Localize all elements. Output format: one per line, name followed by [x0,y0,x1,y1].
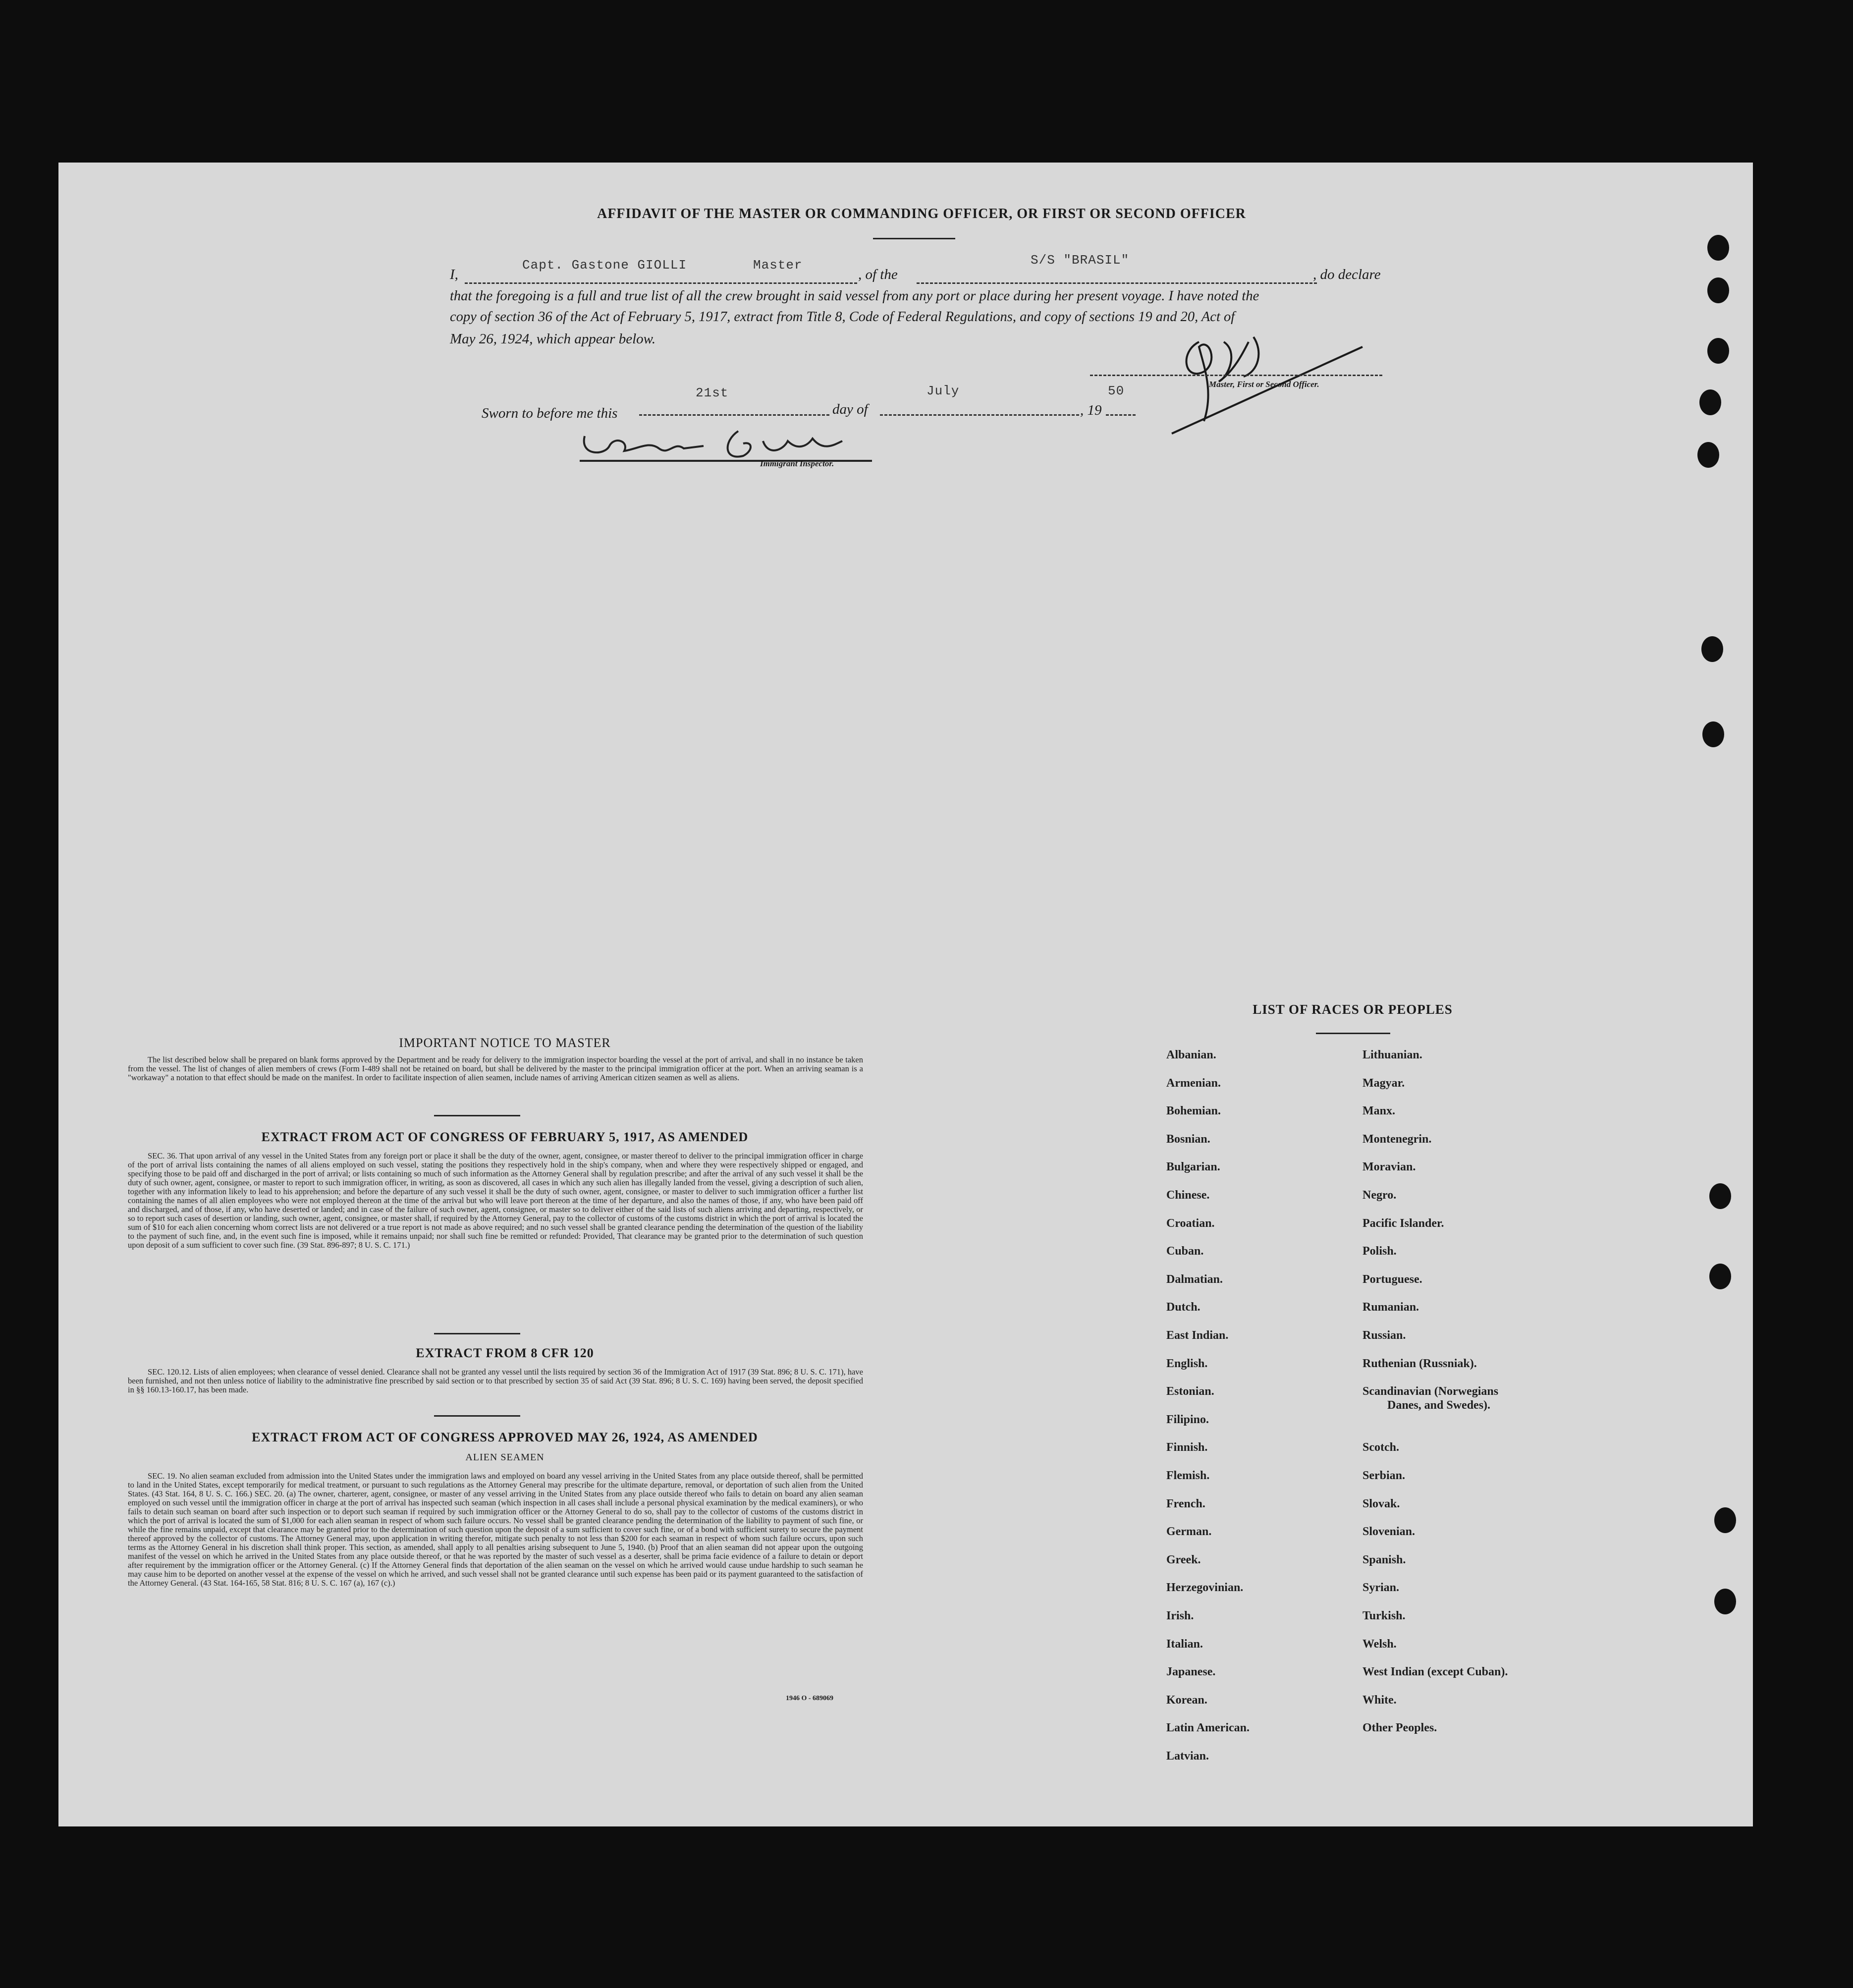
races-title: LIST OF RACES OR PEOPLES [1253,1002,1453,1017]
punch-hole [1699,389,1721,415]
race-item: Dalmatian. [1166,1272,1223,1286]
inspector-signature [575,421,882,466]
race-item: Turkish. [1362,1609,1406,1622]
race-item: Estonian. [1166,1385,1214,1398]
race-item: Latvian. [1166,1750,1209,1763]
race-item: Japanese. [1166,1665,1216,1679]
races-underline [1316,1033,1390,1034]
master-name-typed: Capt. Gastone GIOLLI [522,258,687,273]
race-item: Croatian. [1166,1216,1215,1230]
punch-hole [1707,338,1729,364]
punch-hole [1697,442,1719,468]
extract-1924-body: SEC. 19. No alien seaman excluded from admission into the United States under the immigration laws and employed on board any vessel arriving in the United States from any place outside thereof, shall be permitted to land in the United States, except temporarily for medical treatment, or pursuant to such regulations as the Attorney General may prescribe for the ultimate departure, removal, or deportation of such alien from the United States. (43 Stat. 164, 8 U. S. C. 166.) SEC. 20. (a) The owner, charterer, agent, consignee, or master of any vessel arriving in the United States from any place outside thereof who fails to detain on board any alien seaman employed on such vessel until the immigration officer in charge at the port of arrival has inspected such seaman (which inspection in all cases shall include a personal physical examination by the medical examiners), or who fails to detain such seaman on board after such inspection or to deport such seaman if required by such immigration officer or the Attorney General to do so, shall pay to the collector of customs of the customs district in which the port of arrival is located the sum of $1,000 for each alien seaman in respect of whom such failure occurs. No vessel shall be granted clearance pending the determination of the liability to payment of such fine, or while the fine remains unpaid, except that clearance may be granted prior to the determination of such question upon the deposit of a sum sufficient to cover such fine, or of a bond with sufficient surety to secure the payment thereof approved by the collector of customs. The Attorney General may, upon application in writing therefor, mitigate such penalty to not less than $200 for each seaman in respect of whom such failure occurs, upon such terms as the Attorney General in his discretion shall think proper. This section, as amended, shall apply to all penalties arising subsequent to June 5, 1940. (b) Proof that an alien seaman did not appear upon the outgoing manifest of the vessel on which he arrived in the United States from any place outside thereof, or that he was reported by the master of such vessel as a deserter, shall be prima facie evidence of a failure to detain or deport after requirement by the immigration officer or the Attorney General. (c) If the Attorney General finds that deportation of the alien seaman on the vessel on which he arrived would cause undue hardship to such seaman he may cause him to be deported on another vessel at the expense of the vessel on which he arrived, and such vessel shall not be granted clearance until such expense has been paid or its payment guaranteed to the satisfaction of the Attorney General. (43 Stat. 164-165, 58 Stat. 816; 8 U. S. C. 167 (a), 167 (c).) [128,1471,863,1588]
race-item: English. [1166,1357,1208,1370]
extract-1924-title: EXTRACT FROM ACT OF CONGRESS APPROVED MAY 26, 1924, AS AMENDED [252,1430,758,1444]
inspector-caption: Immigrant Inspector. [760,459,834,468]
race-item: Manx. [1362,1104,1395,1118]
month-typed: July [926,384,960,398]
race-item: Slovak. [1362,1497,1400,1510]
extract-1917-body: SEC. 36. That upon arrival of any vessel in the United States from any foreign port or place it shall be the duty of the owner, agent, consignee, or master thereof to deliver to the principal immigration officer in charge of the port of arrival lists containing the names of all aliens employed on such vessel, stating the positions they respectively hold in the ship's company, when and where they were respectively shipped or engaged, and specifying those to be paid off and discharged in the port of arrival; or lists containing so much of such information as the Attorney General shall by regulation prescribe; and after the arrival of any such vessel it shall be the duty of such owner, agent, consignee, or master to report to such immigration officer, in writing, as soon as discovered, all cases in which any such alien has illegally landed from the vessel, giving a description of such alien, together with any information likely to lead to his apprehension; and before the departure of any such vessel it shall be the duty of such owner, agent, consignee, or master to deliver to such immigration officer a further list containing the names of all alien employees who were not employed thereon at the time of the arrival but who will leave port thereon at the time of her departure, and also the names of those, if any, who have been paid off and discharged, and of those, if any, who have deserted or landed; and in case of the failure of such owner, agent, consignee, or master so to deliver either of the said lists of such aliens arriving and departing, respectively, or so to report such cases of desertion or landing, such owner, agent, consignee, or master shall, if required by the Attorney General, pay to the collector of customs of the customs district in which the port of arrival is located the sum of $10 for each alien concerning whom correct lists are not delivered or a true report is not made as above required; and no such vessel shall be granted clearance pending the determination of the question of the liability to the payment of such fine, and, in the event such fine is imposed, while it remains unpaid; nor shall such fine be remitted or refunded: Provided, That clearance may be granted prior to the determination of such question upon deposit of a sum sufficient to cover such fine. (39 Stat. 896-897; 8 U. S. C. 171.) [128,1151,863,1250]
year-typed: 50 [1108,384,1125,398]
print-code: 1946 O - 689069 [786,1695,834,1702]
notice-body: The list described below shall be prepared on blank forms approved by the Department and be ready for delivery to the immigration inspector boarding the vessel at the port of arrival, and shall in no instance be taken from the vessel. The list of changes of alien members of crews (Form I-489 shall not be retained on board, but shall be delivered by the master to the principal immigration officer at the port. When an arriving seaman is a "workaway" a notation to that effect should be made on the manifest. In order to facilitate inspection of alien seamen, include names of arriving American citizen seamen as well as aliens. [128,1055,863,1082]
do-declare-label: , do declare [1313,267,1381,282]
race-item: Chinese. [1166,1189,1210,1202]
race-item: Pacific Islander. [1362,1216,1444,1230]
race-item: Moravian. [1362,1160,1416,1174]
name-line [465,282,857,284]
affidavit-line-4: May 26, 1924, which appear below. [450,331,656,347]
race-item: Irish. [1166,1609,1194,1622]
extract-1917-title: EXTRACT FROM ACT OF CONGRESS OF FEBRUARY 5, 1917, AS AMENDED [261,1130,749,1144]
punch-hole [1709,1264,1731,1289]
race-item: Welsh. [1362,1637,1397,1651]
race-item: Latin American. [1166,1721,1250,1735]
race-item: Other Peoples. [1362,1721,1437,1735]
race-item: Polish. [1362,1245,1397,1258]
affidavit-i: I, [450,267,458,282]
race-item: Finnish. [1166,1441,1208,1454]
month-line [880,414,1079,416]
day-typed: 21st [696,386,729,400]
day-line [639,414,829,416]
divider [434,1333,520,1334]
race-item: Bulgarian. [1166,1160,1220,1174]
punch-hole [1714,1589,1736,1614]
race-item: Syrian. [1362,1581,1400,1595]
race-item: Albanian. [1166,1049,1216,1061]
divider [434,1415,520,1417]
affidavit-line-3: copy of section 36 of the Act of February 5, 1917, extract from Title 8, Code of Federal Regulations, and copy of sections 19 and 20, Act of [450,309,1235,325]
punch-hole [1701,636,1723,662]
affidavit-title: AFFIDAVIT OF THE MASTER OR COMMANDING OFFICER, OR FIRST OR SECOND OFFICER [597,206,1246,221]
race-item: Rumanian. [1362,1301,1419,1314]
race-item: Filipino. [1166,1413,1209,1426]
race-item: Scandinavian (Norwegians [1362,1385,1499,1398]
punch-hole [1702,721,1724,747]
punch-hole [1707,277,1729,303]
race-item-continuation: Danes, and Swedes). [1387,1399,1491,1412]
race-item: Slovenian. [1362,1525,1416,1539]
race-item: East Indian. [1166,1329,1229,1342]
notice-title: IMPORTANT NOTICE TO MASTER [399,1036,611,1050]
race-item: Serbian. [1362,1469,1406,1482]
race-item: Greek. [1166,1553,1201,1566]
race-item: Bosnian. [1166,1132,1210,1146]
of-the-label: , of the [858,267,898,282]
race-item: Italian. [1166,1637,1203,1651]
race-item: Spanish. [1362,1553,1406,1566]
day-of-label: day of [832,401,868,417]
race-item: French. [1166,1497,1205,1510]
punch-hole [1714,1507,1736,1533]
punch-hole [1707,235,1729,261]
race-item: Cuban. [1166,1245,1204,1258]
race-item: Portuguese. [1362,1272,1422,1286]
race-item: Bohemian. [1166,1104,1221,1118]
master-rank-typed: Master [753,258,803,273]
vessel-line [917,282,1317,284]
vessel-name-typed: S/S "BRASIL" [1031,253,1130,268]
race-item: Montenegrin. [1362,1132,1432,1146]
year-prefix: , 19 [1080,402,1102,418]
race-item: Russian. [1362,1329,1406,1342]
extract-1924-subtitle: ALIEN SEAMEN [465,1452,545,1463]
race-item: Herzegovinian. [1166,1581,1244,1595]
race-item: Armenian. [1166,1076,1221,1090]
master-caption: Master, First or Second Officer. [1209,380,1319,389]
sworn-label: Sworn to before me this [482,405,618,421]
year-line [1106,414,1136,416]
race-item: German. [1166,1525,1212,1539]
race-item: Lithuanian. [1362,1049,1422,1061]
race-item: Scotch. [1362,1441,1399,1454]
race-item: Dutch. [1166,1301,1200,1314]
extract-cfr-title: EXTRACT FROM 8 CFR 120 [416,1346,594,1360]
race-item: Flemish. [1166,1469,1210,1482]
title-underline [873,238,955,239]
race-item: Negro. [1362,1189,1397,1202]
extract-cfr-body: SEC. 120.12. Lists of alien employees; when clearance of vessel denied. Clearance shall not be granted any vessel until the lists required by section 36 of the Immigration Act of 1917 (39 Stat. 896; 8 U. S. C. 171), have been furnished, and not then unless notice of liability to the administrative fine prescribed by said section or to that prescribed by section 35 of said Act (39 Stat. 896; 8 U. S. C. 169) having been served, the deposit specified in §§ 160.13-160.17, has been made. [128,1367,863,1394]
race-item: West Indian (except Cuban). [1362,1665,1508,1679]
race-item: Korean. [1166,1693,1207,1707]
master-signature [1169,322,1367,436]
race-item: White. [1362,1693,1397,1707]
divider [434,1115,520,1116]
affidavit-line-2: that the foregoing is a full and true list of all the crew brought in said vessel from any port or place during her present voyage. I have noted the [450,288,1259,304]
punch-hole [1709,1183,1731,1209]
race-item: Ruthenian (Russniak). [1362,1357,1477,1370]
master-signature-line [1090,375,1382,376]
race-item: Magyar. [1362,1076,1405,1090]
